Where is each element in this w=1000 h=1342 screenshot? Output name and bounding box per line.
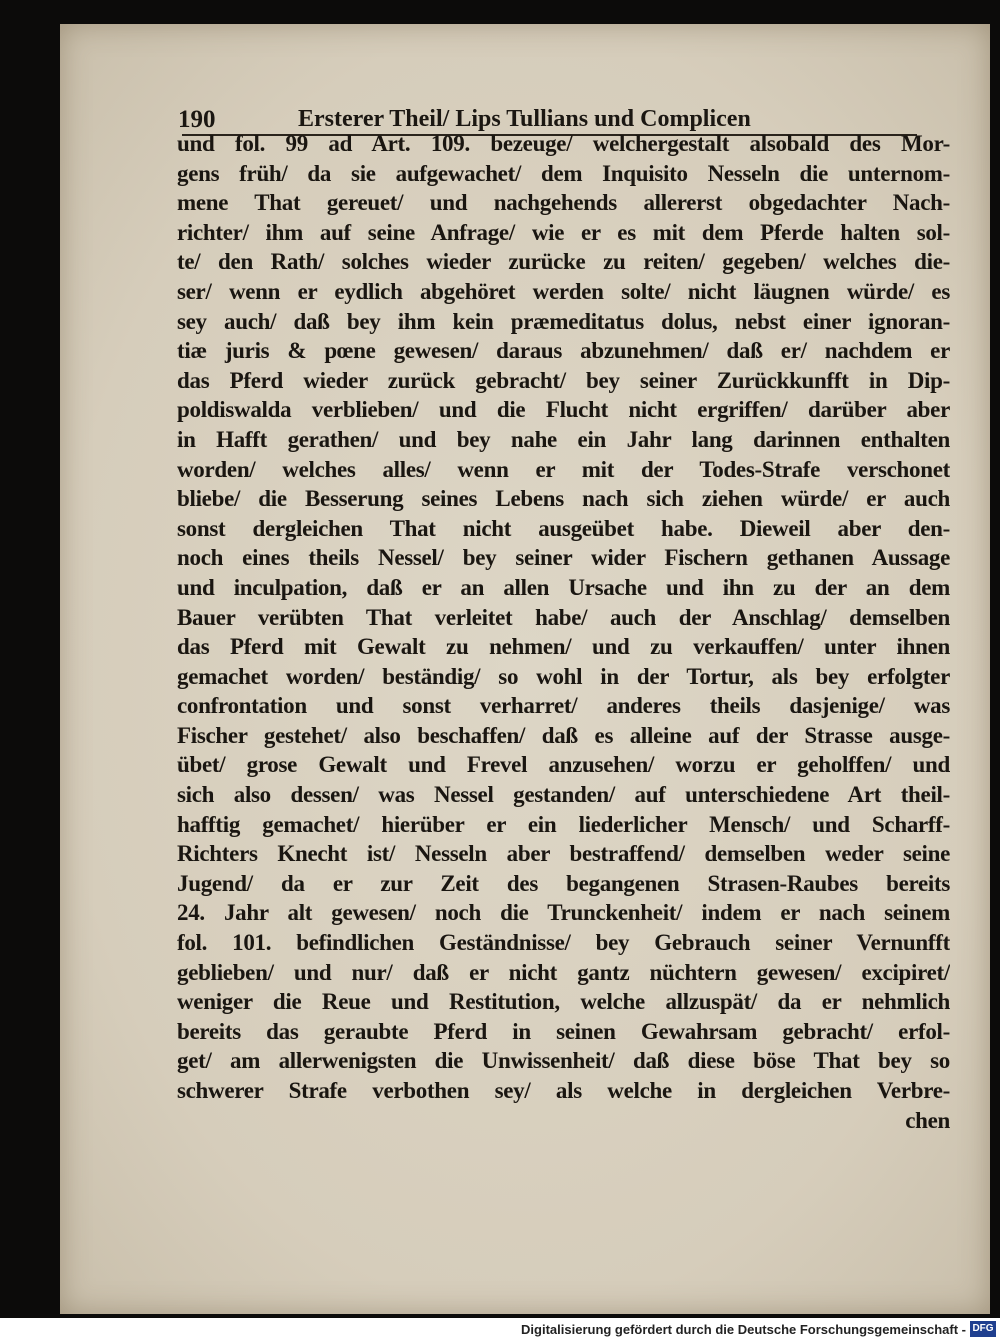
text-line: get/ am allerwenigsten die Unwissenheit/ daß diese böse That bey so: [177, 1048, 950, 1074]
text-line: Bauer verübten That verleitet habe/ auch der Anschlag/ demselben: [177, 604, 950, 630]
page-number: 190: [178, 106, 216, 133]
text-line: Jugend/ da er zur Zeit des begangenen Strasen-Raubes bereits: [177, 870, 950, 896]
text-line: mene That gereuet/ und nachgehends allererst obgedachter Nach-: [177, 190, 950, 216]
text-line: te/ den Rath/ solches wieder zurücke zu reiten/ gegeben/ welches die-: [177, 249, 950, 275]
text-line: in Hafft gerathen/ und bey nahe ein Jahr lang darinnen enthalten: [177, 426, 950, 452]
text-line: chen: [905, 1107, 950, 1133]
text-line: sich also dessen/ was Nessel gestanden/ auf unterschiedene Art theil-: [177, 782, 950, 808]
text-line: 24. Jahr alt gewesen/ noch die Trunckenheit/ indem er nach seinem: [177, 900, 950, 926]
page-body: [177, 129, 950, 1135]
text-line: ser/ wenn er eydlich abgehöret werden solte/ nicht läugnen würde/ es: [177, 278, 950, 304]
text-line: übet/ grose Gewalt und Frevel anzusehen/ worzu er geholffen/ und: [177, 752, 950, 778]
text-line: und fol. 99 ad Art. 109. bezeuge/ welchergestalt alsobald des Mor-: [177, 131, 950, 156]
text-line: confrontation und sonst verharret/ anderes theils dasjenige/ was: [177, 693, 950, 719]
text-line: richter/ ihm auf seine Anfrage/ wie er es mit dem Pferde halten sol-: [177, 219, 950, 245]
dfg-logo: DFG: [970, 1321, 996, 1337]
text-line: das Pferd mit Gewalt zu nehmen/ und zu verkauffen/ unter ihnen: [177, 634, 950, 660]
footer-bar: [0, 1318, 1000, 1342]
text-line: worden/ welches alles/ wenn er mit der Todes-Strafe verschonet: [177, 456, 950, 482]
text-line: bereits das geraubte Pferd in seinen Gewahrsam gebracht/ erfol-: [177, 1018, 950, 1044]
text-line: weniger die Reue und Restitution, welche allzuspät/ da er nehmlich: [177, 989, 950, 1015]
text-line: tiæ juris & pœne gewesen/ daraus abzunehmen/ daß er/ nachdem er: [177, 338, 950, 364]
running-head: Ersterer Theil/ Lips Tullians und Complicen: [298, 106, 751, 132]
text-line: schwerer Strafe verbothen sey/ als welche in dergleichen Verbre-: [177, 1078, 950, 1103]
text-line: Richters Knecht ist/ Nesseln aber bestraffend/ demselben weder seine: [177, 841, 950, 867]
funding-credit: Digitalisierung gefördert durch die Deutsche Forschungsgemeinschaft -: [521, 1322, 966, 1337]
text-line: sonst dergleichen That nicht ausgeübet habe. Dieweil aber den-: [177, 515, 950, 541]
scanned-page: [60, 24, 990, 1314]
text-line: bliebe/ die Besserung seines Lebens nach sich ziehen würde/ er auch: [177, 486, 950, 512]
text-line: poldiswalda verblieben/ und die Flucht nicht ergriffen/ darüber aber: [177, 397, 950, 423]
text-line: fol. 101. befindlichen Geständnisse/ bey Gebrauch seiner Vernunfft: [177, 930, 950, 956]
text-line: gemachet worden/ beständig/ so wohl in der Tortur, als bey erfolgter: [177, 663, 950, 689]
text-line: und inculpation, daß er an allen Ursache und ihn zu der an dem: [177, 574, 950, 600]
text-line: gens früh/ da sie aufgewachet/ dem Inquisito Nesseln die unternom-: [177, 160, 950, 186]
text-line: sey auch/ daß bey ihm kein præmeditatus dolus, nebst einer ignoran-: [177, 308, 950, 334]
text-line: hafftig gemachet/ hierüber er ein liederlicher Mensch/ und Scharff-: [177, 811, 950, 837]
text-line: Fischer gestehet/ also beschaffen/ daß es alleine auf der Strasse ausge-: [177, 722, 950, 748]
text-line: geblieben/ und nur/ daß er nicht gantz nüchtern gewesen/ excipiret/: [177, 959, 950, 985]
text-line: das Pferd wieder zurück gebracht/ bey seiner Zurückkunfft in Dip-: [177, 367, 950, 393]
text-line: noch eines theils Nessel/ bey seiner wider Fischern gethanen Aussage: [177, 545, 950, 571]
